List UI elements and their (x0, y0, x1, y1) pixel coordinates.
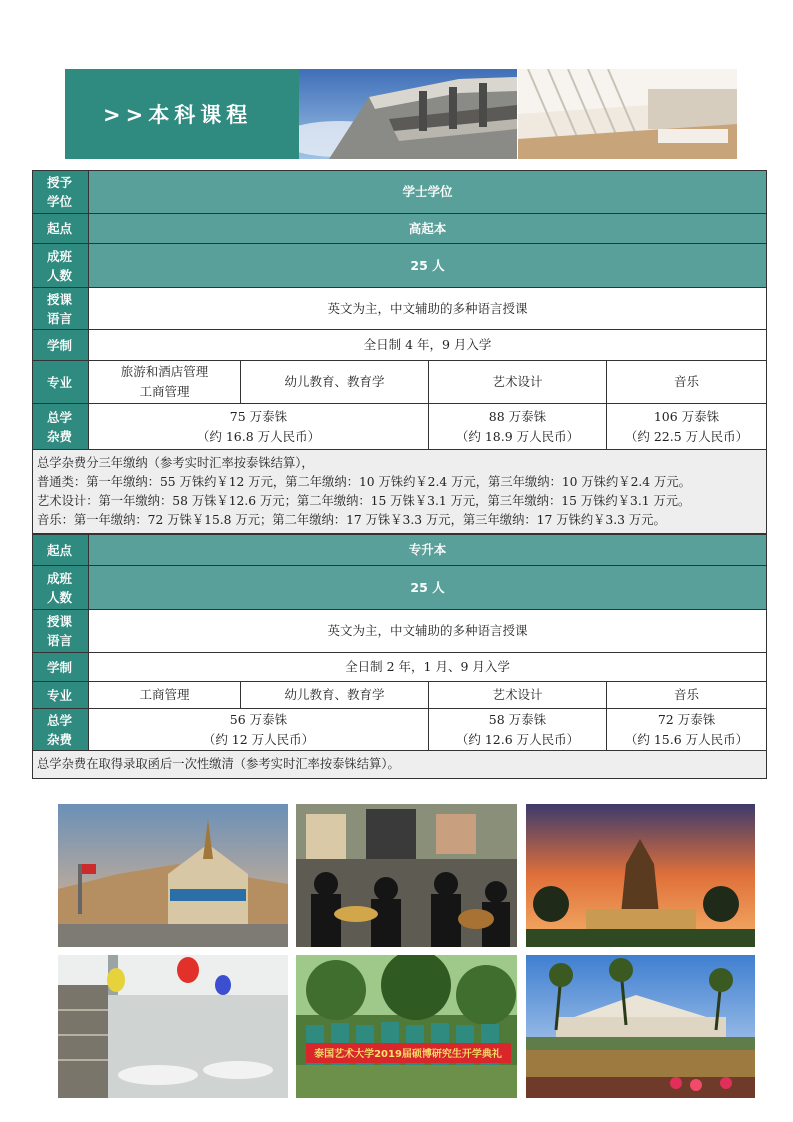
class-size-value: 25 人 (89, 244, 767, 288)
fee-label: 总学杂费 (33, 404, 89, 450)
class-size-label: 成班人数 (33, 244, 89, 288)
note-line: 普通类：第一年缴纳：55 万铢约￥12 万元，第二年缴纳：10 万铢约￥2.4 万元，第三年缴纳：10 万铢约￥2.4 万元。 (37, 474, 691, 489)
schedule-label: 学制 (33, 330, 89, 361)
graduate-ceremony-group-photo (296, 955, 517, 1098)
major-label: 专业 (33, 361, 89, 404)
temple-gate-photo (58, 804, 288, 947)
fee-music: 106 万泰铢 （约 22.5 万人民币） (607, 404, 767, 450)
fee-general: 56 万泰铢 （约 12 万人民币） (89, 709, 429, 751)
start-label: 起点 (33, 535, 89, 566)
major-music: 音乐 (607, 682, 767, 709)
ceremony-banner-text: 泰国艺术大学2019届硕博研究生开学典礼 (314, 1049, 502, 1060)
major-art-design: 艺术设计 (429, 361, 607, 404)
orchestra-performance-photo (296, 804, 517, 947)
schedule-label: 学制 (33, 653, 89, 682)
start-label: 起点 (33, 214, 89, 244)
start-value: 专升本 (89, 535, 767, 566)
major-music: 音乐 (607, 361, 767, 404)
class-size-label: 成班人数 (33, 566, 89, 610)
fee-payment-notes (33, 450, 767, 534)
language-value: 英文为主，中文辅助的多种语言授课 (89, 288, 767, 330)
note-line: 总学杂费分三年缴纳（参考实时汇率按泰铢结算）， (37, 455, 314, 470)
schedule-value: 全日制 4 年，9 月入学 (89, 330, 767, 361)
note-line: 艺术设计：第一年缴纳：58 万铢￥12.6 万元；第二年缴纳：15 万铢￥3.1 万元，第三年缴纳：15 万铢约￥3.1 万元。 (37, 493, 691, 508)
fee-music: 72 万泰铢 （约 15.6 万人民币） (607, 709, 767, 751)
major-tourism-business: 旅游和酒店管理 工商管理 (89, 361, 241, 404)
fee-art-design: 58 万泰铢 （约 12.6 万人民币） (429, 709, 607, 751)
lakeside-campus-photo (526, 955, 755, 1098)
degree-value: 学士学位 (89, 171, 767, 214)
major-label: 专业 (33, 682, 89, 709)
language-label: 授课语言 (33, 288, 89, 330)
campus-building-photo (299, 69, 517, 159)
degree-label: 授予学位 (33, 171, 89, 214)
schedule-value: 全日制 2 年，1 月、9 月入学 (89, 653, 767, 682)
fee-art-design: 88 万泰铢 （约 18.9 万人民币） (429, 404, 607, 450)
studio-interior-photo (518, 69, 737, 159)
major-education: 幼儿教育、教育学 (241, 682, 429, 709)
fee-payment-note: 总学杂费在取得录取函后一次性缴清（参考实时汇率按泰铢结算）。 (33, 751, 767, 779)
class-size-value: 25 人 (89, 566, 767, 610)
sunset-shrine-photo (526, 804, 755, 947)
upgrade-program-table (32, 534, 767, 779)
section-title: >>本科课程 (65, 69, 299, 159)
language-value: 英文为主，中文辅助的多种语言授课 (89, 610, 767, 653)
major-business: 工商管理 (89, 682, 241, 709)
major-art-design: 艺术设计 (429, 682, 607, 709)
fee-label: 总学杂费 (33, 709, 89, 751)
language-label: 授课语言 (33, 610, 89, 653)
note-line: 音乐：第一年缴纳：72 万铢￥15.8 万元；第二年缴纳：17 万铢￥3.3 万元，第三年缴纳：17 万铢约￥3.3 万元。 (37, 512, 666, 527)
bachelor-program-table (32, 170, 767, 534)
fee-general: 75 万泰铢 （约 16.8 万人民币） (89, 404, 429, 450)
library-lounge-photo (58, 955, 288, 1098)
major-education: 幼儿教育、教育学 (241, 361, 429, 404)
section-banner (65, 69, 737, 159)
start-value: 高起本 (89, 214, 767, 244)
